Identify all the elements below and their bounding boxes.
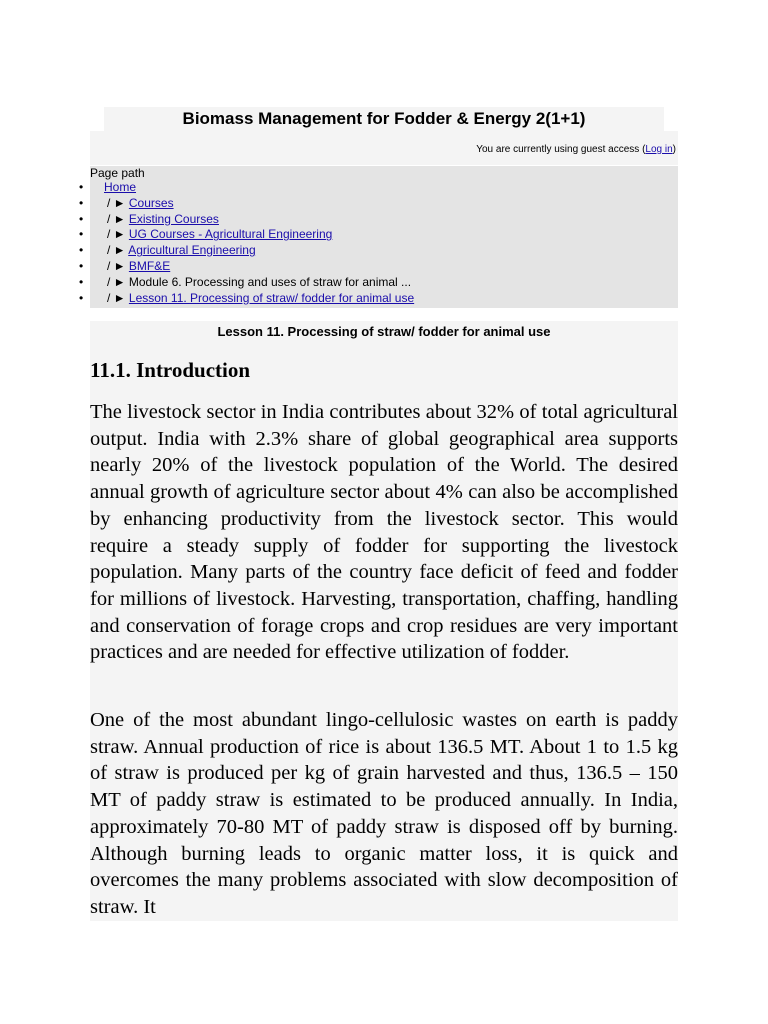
lesson-title: Lesson 11. Processing of straw/ fodder for animal use — [90, 321, 678, 343]
breadcrumb-separator: / ► — [107, 290, 126, 305]
breadcrumb-entry — [107, 196, 174, 212]
guest-access-bar — [90, 131, 678, 165]
lesson-content — [90, 343, 678, 921]
breadcrumb-entry — [107, 291, 414, 307]
breadcrumb-link[interactable]: UG Courses - Agricultural Engineering — [128, 227, 333, 242]
course-title: Biomass Management for Fodder & Energy 2(1+1) — [104, 107, 664, 131]
breadcrumb-entry — [104, 180, 136, 196]
bullet-icon: • — [79, 290, 84, 305]
breadcrumb-separator: / ► — [107, 211, 126, 226]
breadcrumb-separator: / ► — [107, 227, 126, 242]
breadcrumb-entry — [107, 275, 411, 291]
paragraph-intro: The livestock sector in India contributes about 32% of total agricultural output. India with 2.3% share of global geographical area supports nearly 20% of the livestock population of the World. The desired annual growth of agriculture sector about 4% can also be accomplished by enhancing productivity from the livestock sector. This would require a steady supply of fodder for supporting the livestock population. Many parts of the country face deficit of feed and fodder for millions of livestock. Harvesting, transportation, chaffing, handling and conservation of forage crops and crop residues are very important practices and are needed for effective utilization of fodder. — [90, 401, 678, 664]
bullet-icon: • — [79, 227, 84, 242]
page-path-heading: Page path — [90, 166, 145, 180]
guest-access-suffix: ) — [672, 144, 676, 155]
breadcrumb-separator: / ► — [107, 195, 126, 210]
bullet-icon: • — [79, 195, 84, 210]
breadcrumb-entry — [107, 227, 332, 243]
breadcrumb-link[interactable]: Courses — [128, 195, 174, 210]
breadcrumb-separator: / ► — [107, 243, 126, 258]
bullet-icon: • — [79, 243, 84, 258]
breadcrumb-link[interactable]: Existing Courses — [128, 211, 219, 226]
login-link[interactable]: Log in — [645, 144, 673, 155]
breadcrumb-entry — [107, 243, 256, 259]
breadcrumb-link[interactable]: Lesson 11. Processing of straw/ fodder for animal use — [128, 290, 415, 305]
section-heading: 11.1. Introduction — [90, 358, 251, 382]
breadcrumb-link[interactable]: Home — [104, 180, 137, 194]
paragraph-paddy-straw: One of the most abundant lingo-cellulosic wastes on earth is paddy straw. Annual production of rice is about 136.5 MT. About 1 to 1.5 kg of straw is produced per kg of grain harvested and thus, 136.5 – 150 MT of paddy straw is estimated to be produced annually. In India, approximately 70-80 MT of paddy straw is disposed off by burning. Although burning leads to organic matter loss, it is quick and overcomes the many problems associated with slow decomposition of straw. It — [90, 709, 678, 918]
breadcrumb — [79, 166, 678, 308]
breadcrumb-entry — [107, 212, 219, 228]
breadcrumb-link[interactable]: Agricultural Engineering — [128, 243, 256, 258]
bullet-icon: • — [79, 258, 84, 273]
breadcrumb-label: Module 6. Processing and uses of straw for animal ... — [128, 274, 412, 289]
guest-access-prefix: You are currently using guest access ( — [476, 144, 646, 155]
bullet-icon: • — [79, 274, 84, 289]
guest-access-text — [476, 144, 676, 156]
breadcrumb-entry — [107, 259, 170, 275]
breadcrumb-separator: / ► — [107, 274, 126, 289]
bullet-icon: • — [79, 180, 84, 194]
breadcrumb-link[interactable]: BMF&E — [128, 258, 171, 273]
bullet-icon: • — [79, 211, 84, 226]
breadcrumb-separator: / ► — [107, 258, 126, 273]
